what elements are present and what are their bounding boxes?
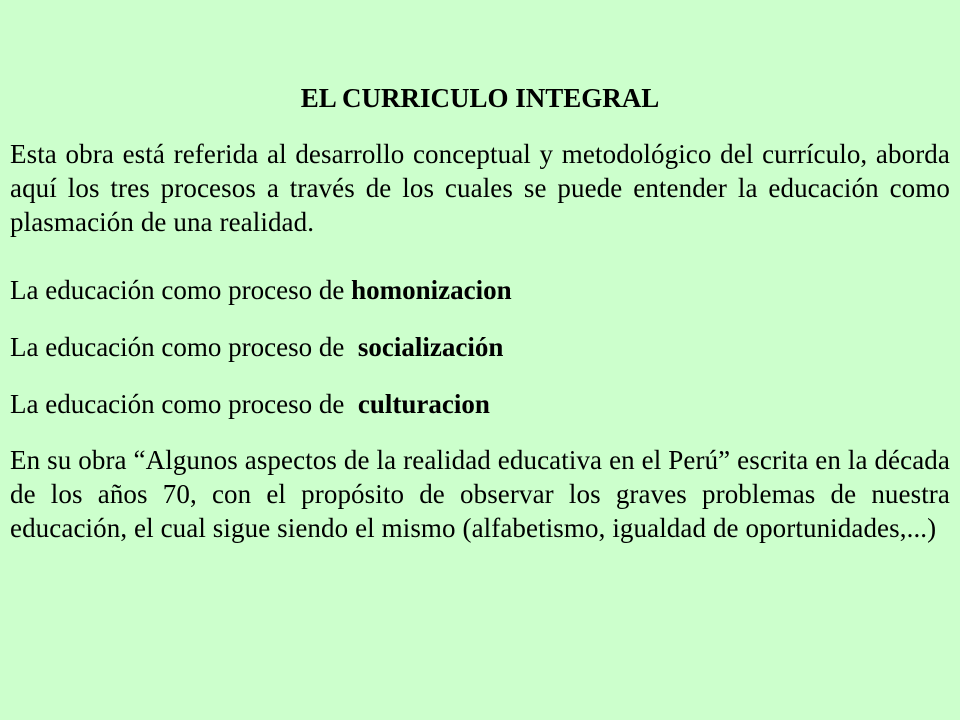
process-term: culturacion [357,389,490,419]
process-term: socialización [357,332,504,362]
intro-paragraph: Esta obra está referida al desarrollo conceptual y metodológico del currículo, aborda aquí los tres procesos a través de los cuales se puede entender la educación como plasmación de una realidad. [10,139,950,237]
process-prefix: La educación como proceso de [10,389,358,419]
process-line-culturacion [10,387,950,421]
slide-title-text: EL CURRICULO INTEGRAL [300,83,660,113]
slide-title [0,82,960,114]
process-line-socializacion [10,330,950,364]
process-term: homonizacion [351,275,512,305]
process-prefix: La educación como proceso de [10,332,358,362]
process-line-homonizacion [10,273,950,307]
closing-paragraph: En su obra “Algunos aspectos de la realidad educativa en el Perú” escrita en la década de los años 70, con el propósito de observar los graves problemas de nuestra educación, el cual sigue siendo el mismo (alfabetismo, igualdad de oportunidades,...) [10,445,950,543]
process-prefix: La educación como proceso de [10,275,352,305]
